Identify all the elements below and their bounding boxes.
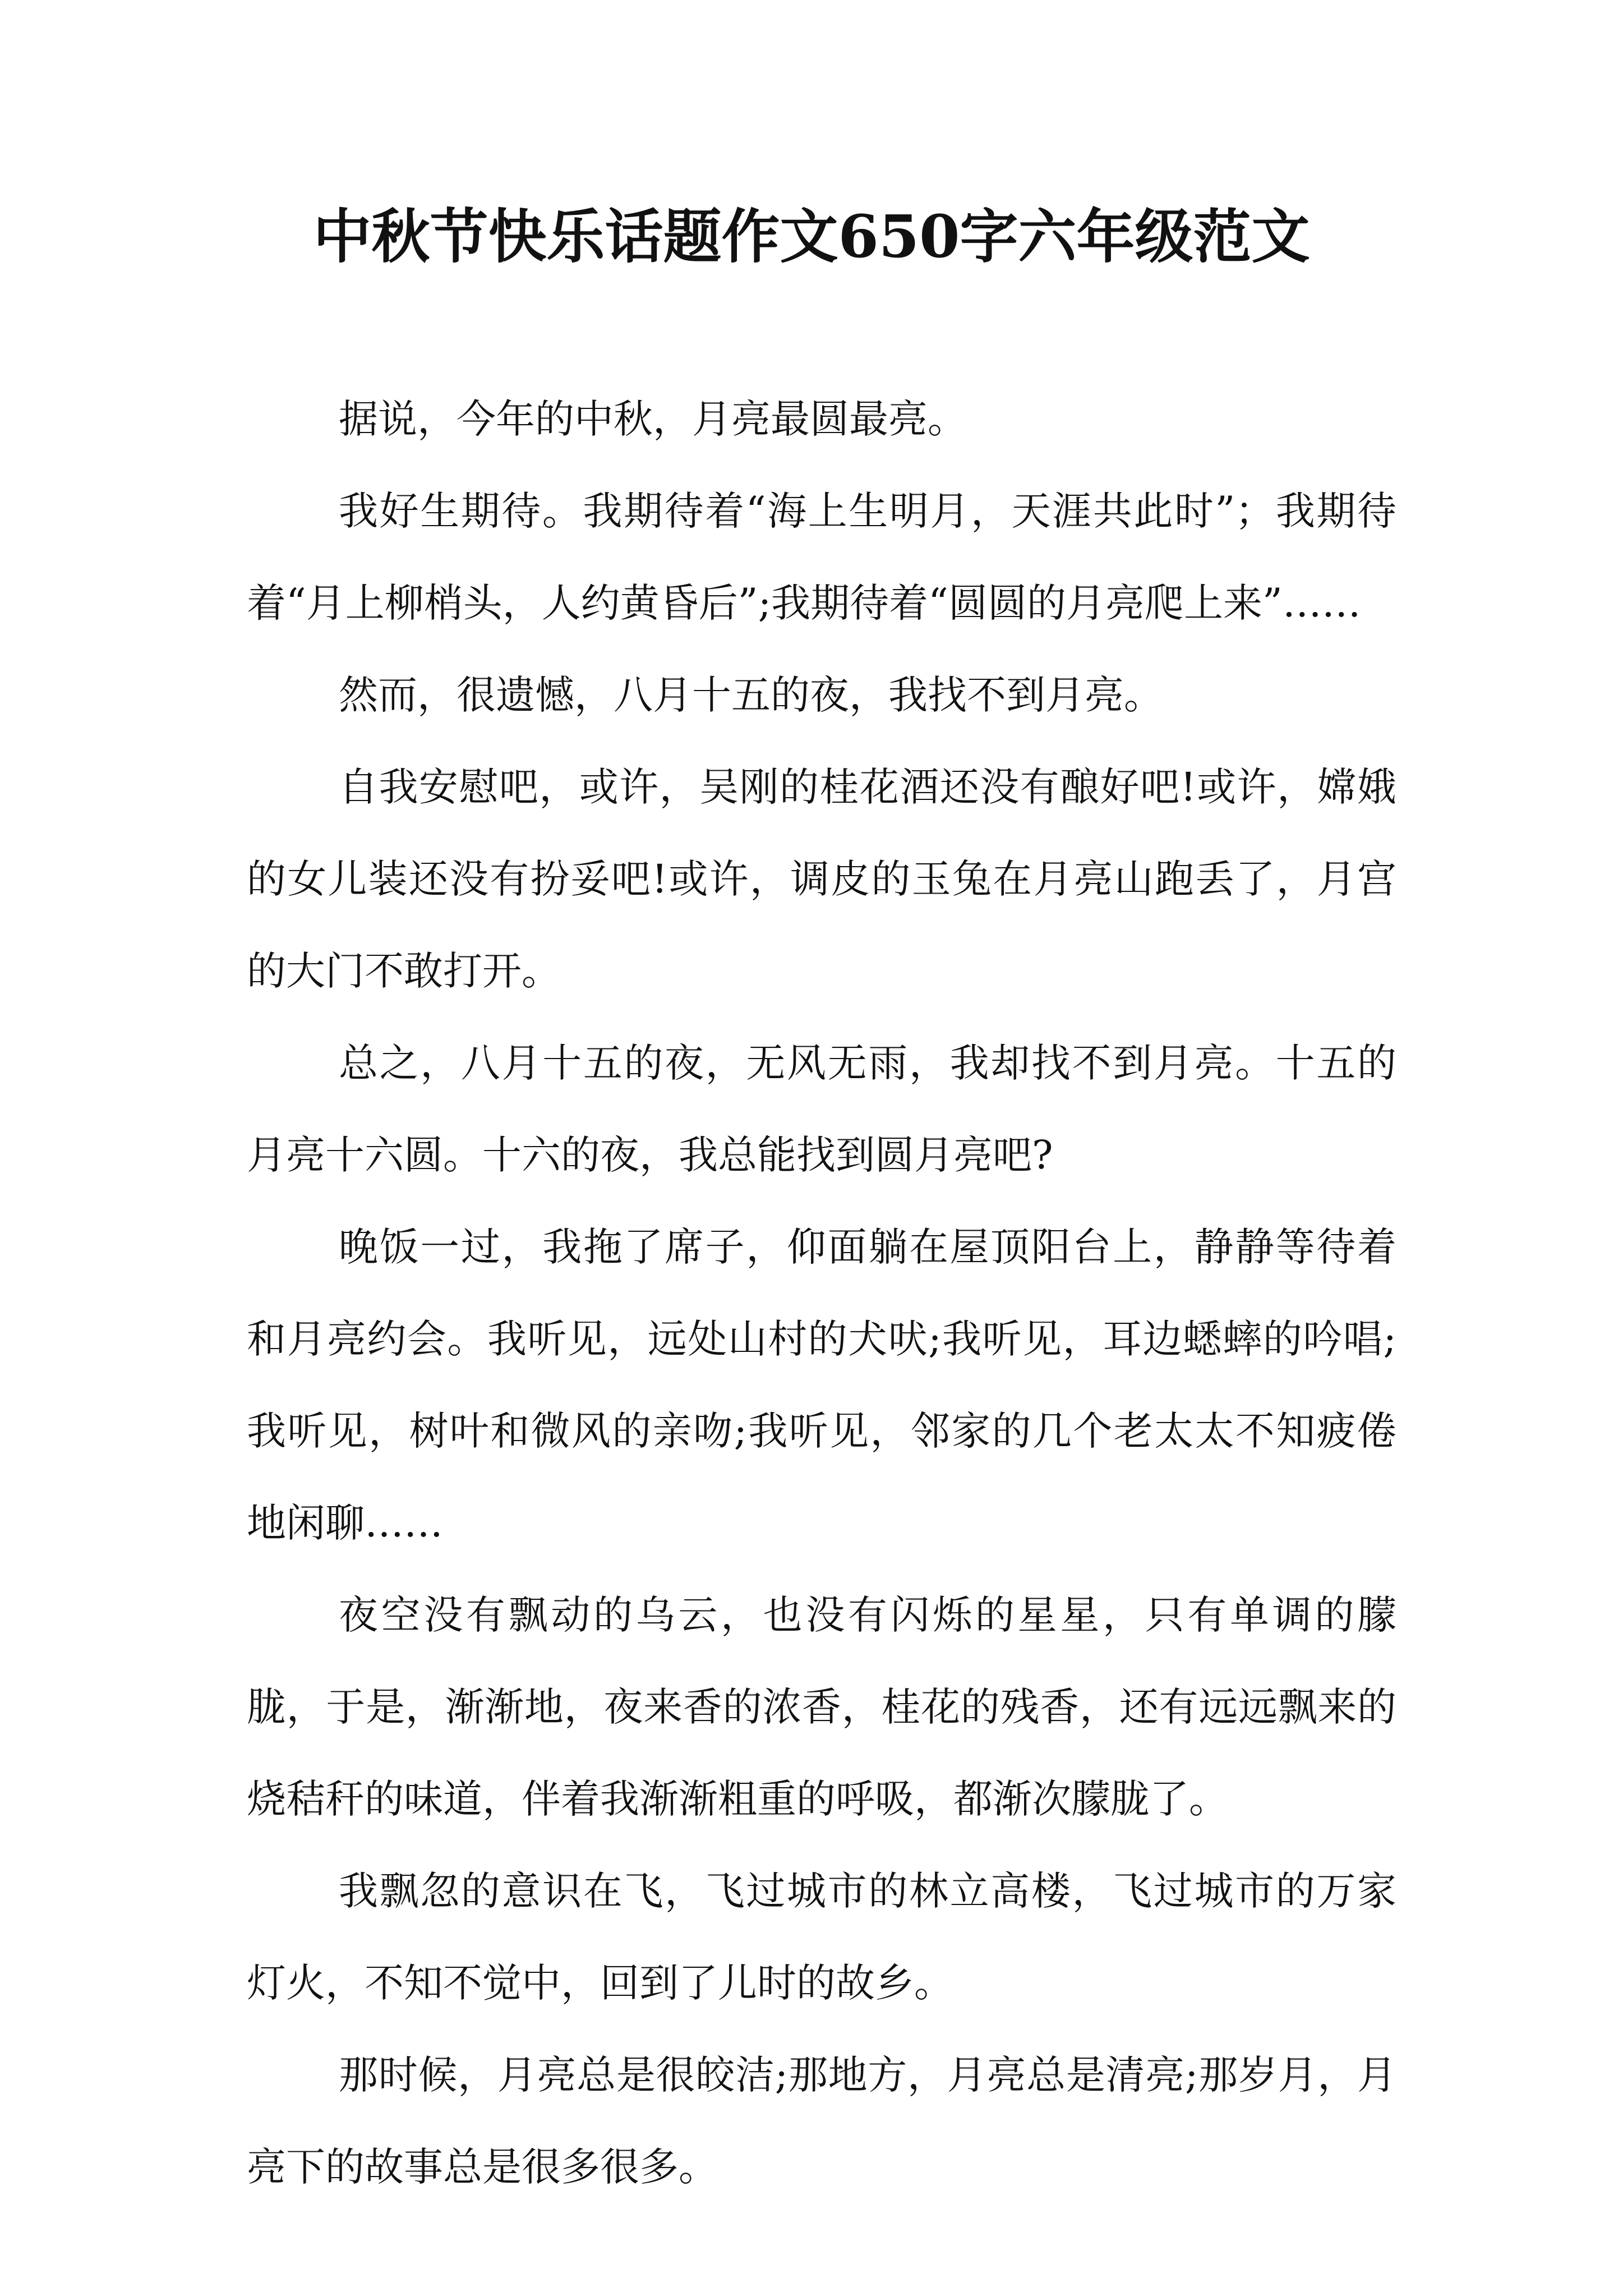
paragraph: 晚饭一过，我拖了席子，仰面躺在屋顶阳台上，静静等待着和月亮约会。我听见，远处山村的犬吠;我听见，耳边蟋蟀的吟唱;我听见，树叶和微风的亲吻;我听见，邻家的几个老太太不知疲倦地闲聊……: [247, 1224, 1396, 1546]
paragraph: 然而，很遗憾，八月十五的夜，我找不到月亮。: [339, 672, 1163, 718]
paragraph: 总之，八月十五的夜，无风无雨，我却找不到月亮。十五的月亮十六圆。十六的夜，我总能找到圆月亮吧?: [247, 1040, 1396, 1178]
paragraph: 我好生期待。我期待着“海上生明月，天涯共此时”；我期待着“月上柳梢头，人约黄昏后”;我期待着“圆圆的月亮爬上来”……: [247, 488, 1396, 626]
paragraph: 那时候，月亮总是很皎洁;那地方，月亮总是清亮;那岁月，月亮下的故事总是很多很多。: [247, 2052, 1396, 2190]
paragraph: 我飘忽的意识在飞，飞过城市的林立高楼，飞过城市的万家灯火，不知不觉中，回到了儿时的故乡。: [247, 1868, 1396, 2006]
paragraph: 夜空没有飘动的乌云，也没有闪烁的星星，只有单调的朦胧，于是，渐渐地，夜来香的浓香，桂花的残香，还有远远飘来的烧秸秆的味道，伴着我渐渐粗重的呼吸，都渐次朦胧了。: [247, 1592, 1396, 1822]
document-body: [247, 373, 1396, 2213]
paragraph: 自我安慰吧，或许，吴刚的桂花酒还没有酿好吧!或许，嫦娥的女儿装还没有扮妥吧!或许，调皮的玉兔在月亮山跑丢了，月宫的大门不敢打开。: [247, 764, 1396, 994]
paragraph: 据说，今年的中秋，月亮最圆最亮。: [339, 396, 967, 442]
document-title: 中秋节快乐话题作文650字六年级范文: [313, 202, 1310, 271]
